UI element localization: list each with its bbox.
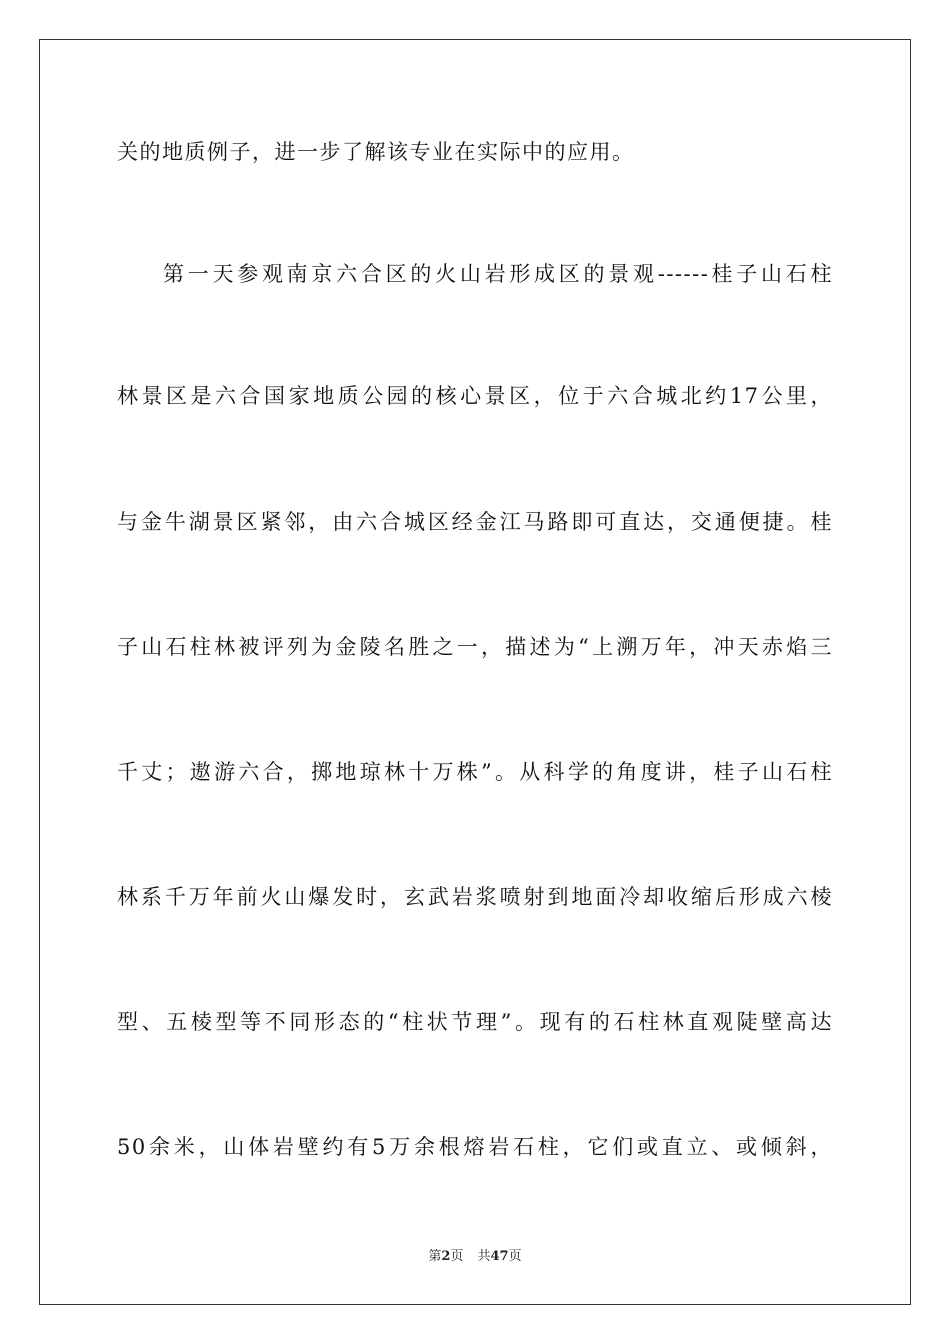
total-prefix: 共 <box>477 1249 491 1264</box>
total-suffix: 页 <box>508 1249 522 1264</box>
page-border <box>39 39 911 1305</box>
body-line-7: 林系千万年前火山爆发时，玄武岩浆喷射到地面冷却收缩后形成六棱 <box>117 885 833 909</box>
body-line-9: 50余米，山体岩壁约有5万余根熔岩石柱，它们或直立、或倾斜， <box>117 1135 833 1159</box>
body-line-3: 林景区是六合国家地质公园的核心景区，位于六合城北约17公里， <box>117 384 833 408</box>
page-prefix: 第 <box>428 1249 442 1264</box>
total-page-count: 47 <box>490 1249 509 1264</box>
body-line-5: 子山石柱林被评列为金陵名胜之一，描述为“上溯万年，冲天赤焰三 <box>117 635 833 659</box>
page-footer <box>0 1248 950 1266</box>
body-line-1: 关的地质例子，进一步了解该专业在实际中的应用。 <box>117 140 635 164</box>
current-page-number: 2 <box>441 1249 451 1264</box>
page-suffix: 页 <box>450 1249 464 1264</box>
body-line-8: 型、五棱型等不同形态的“柱状节理”。现有的石柱林直观陡壁高达 <box>117 1010 833 1034</box>
body-line-6: 千丈；遨游六合，掷地琼林十万株”。从科学的角度讲，桂子山石柱 <box>117 760 833 784</box>
body-line-2: 第一天参观南京六合区的火山岩形成区的景观------桂子山石柱 <box>163 262 833 286</box>
body-line-4: 与金牛湖景区紧邻，由六合城区经金江马路即可直达，交通便捷。桂 <box>117 510 833 534</box>
